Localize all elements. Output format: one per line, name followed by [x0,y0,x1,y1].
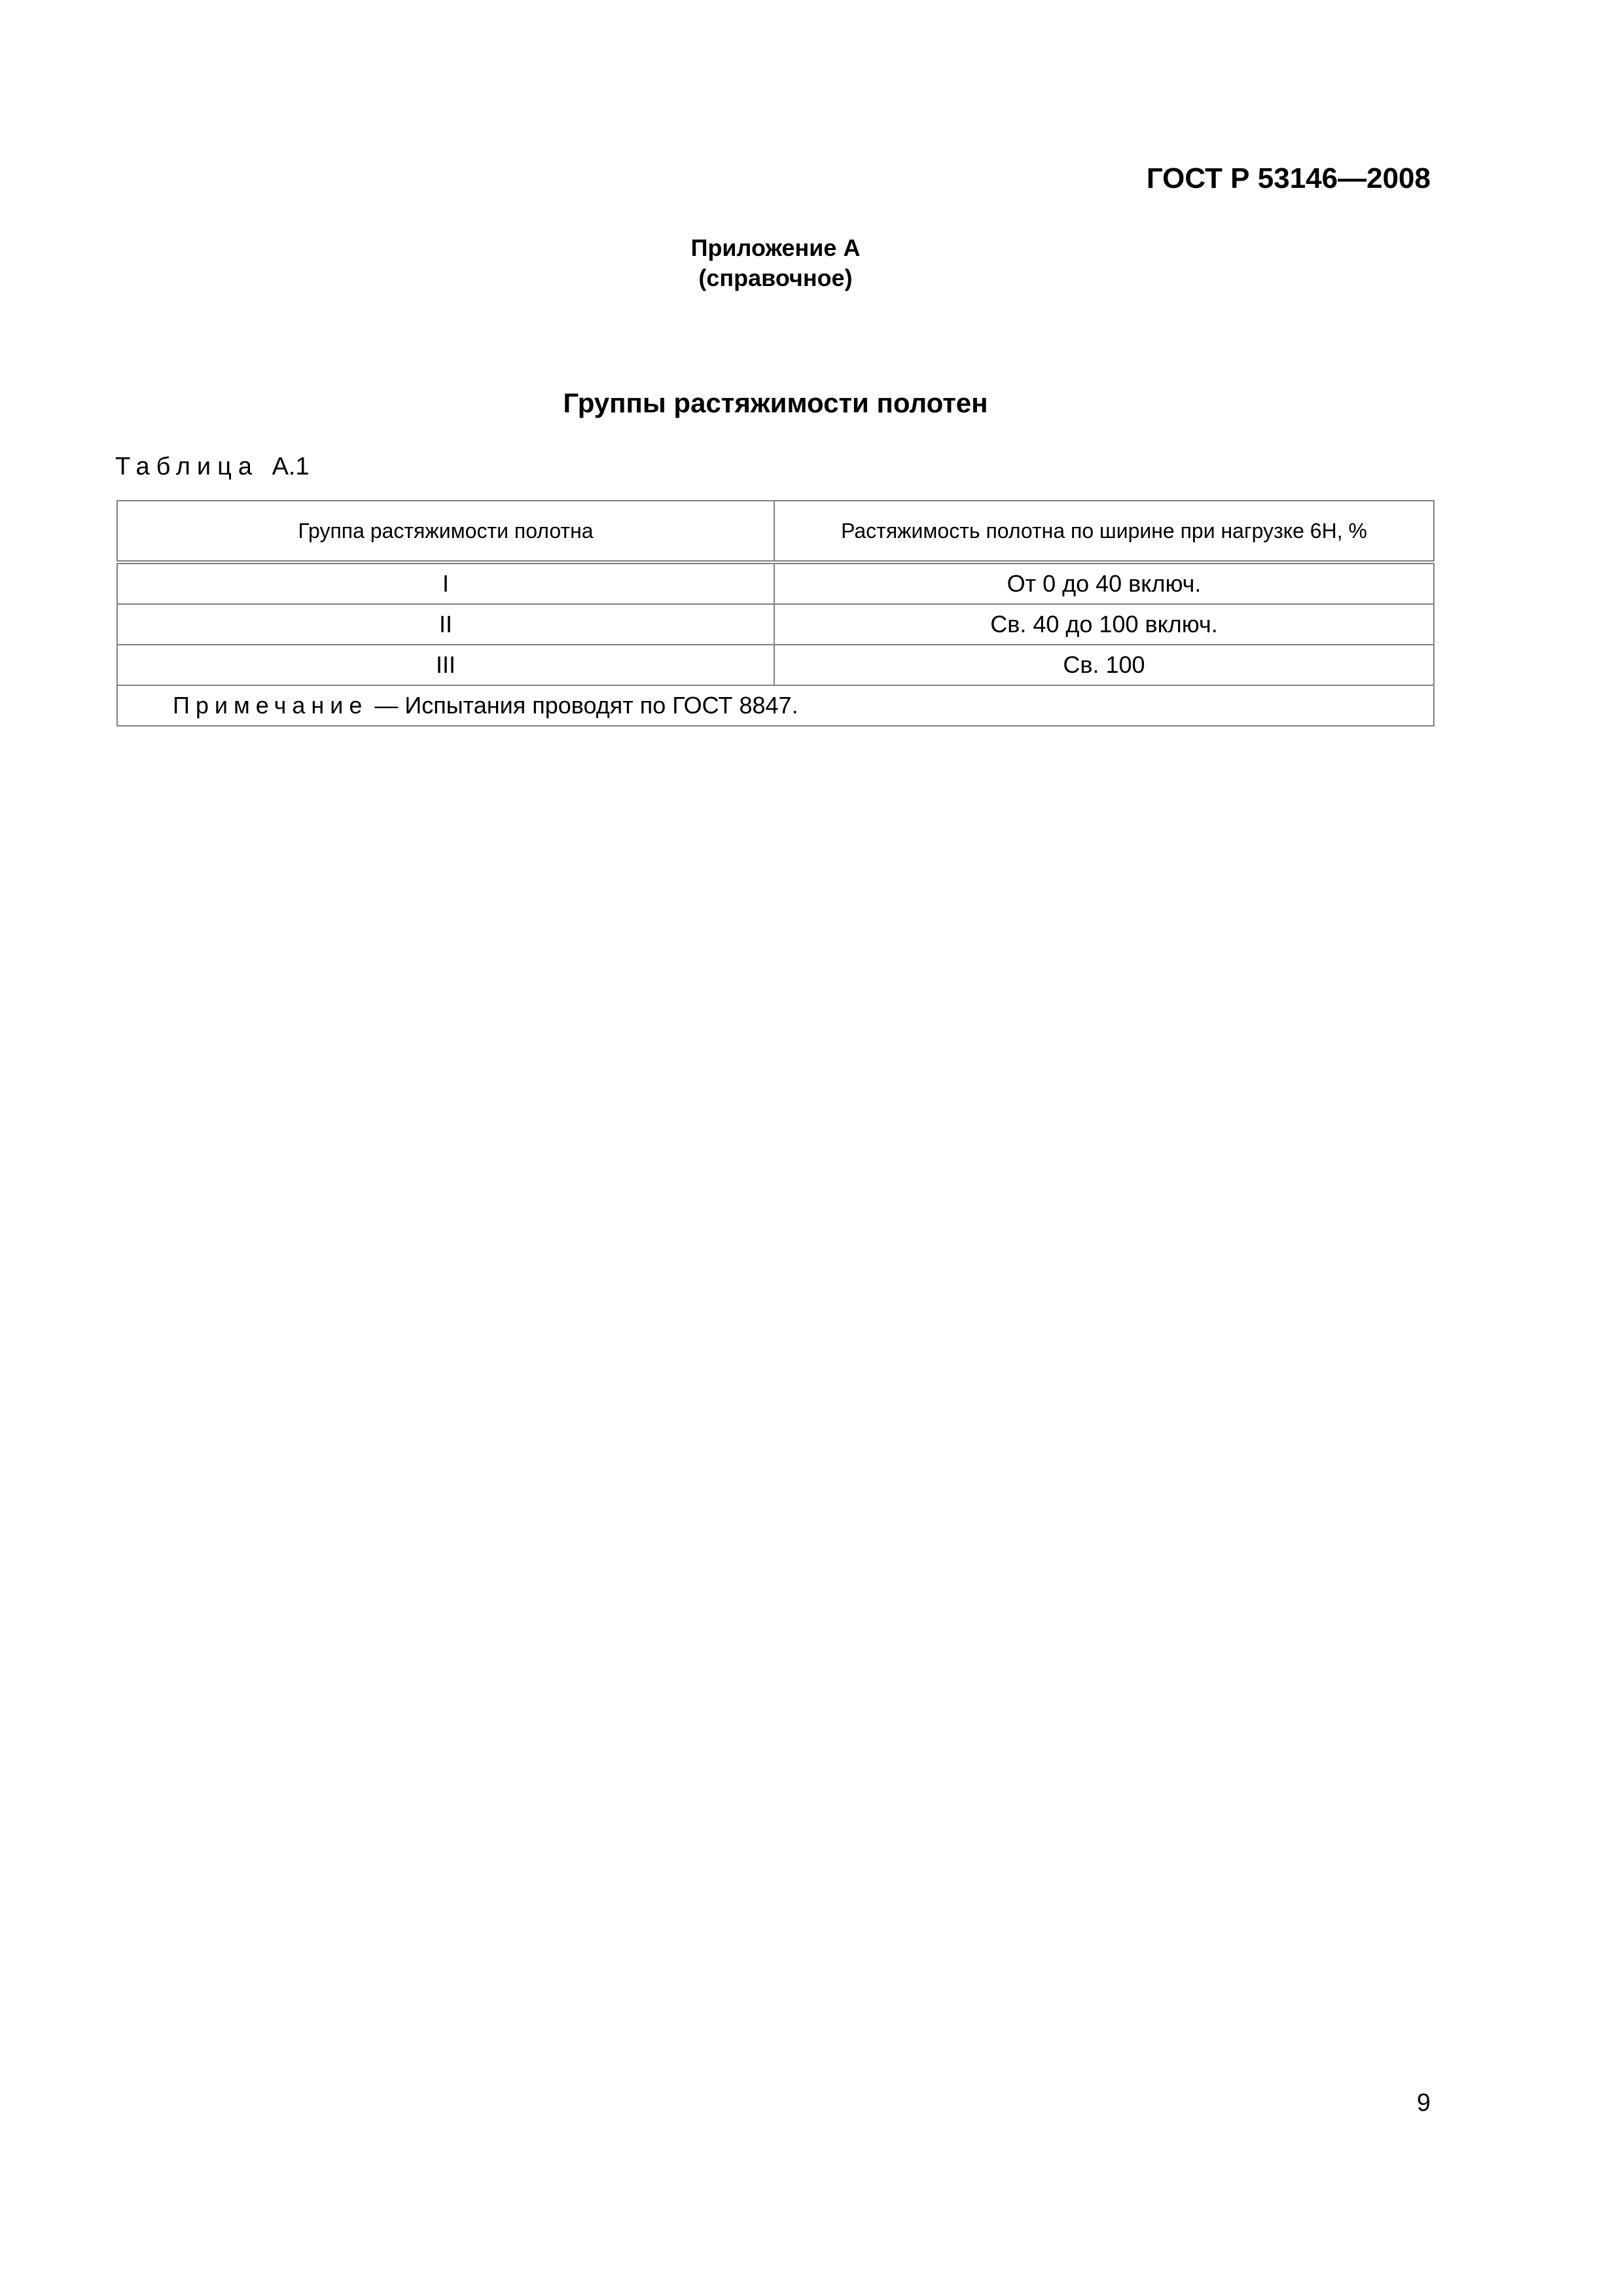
column-header-group: Группа растяжимости полотна [117,501,774,562]
section-title: Группы растяжимости полотен [563,387,988,418]
table-cell-stretch: Св. 40 до 100 включ. [774,604,1434,645]
table-caption-number: А.1 [272,453,310,480]
table-cell-stretch: От 0 до 40 включ. [774,562,1434,604]
table-cell-group: I [117,562,774,604]
table-row [117,645,1434,685]
table-header-row [117,501,1434,562]
page-number: 9 [1416,2089,1431,2117]
appendix-subtitle: (справочное) [698,264,853,291]
table-caption [115,453,310,481]
stretch-groups-table [116,500,1435,726]
table-note-row [117,685,1434,726]
appendix-title: Приложение А [690,234,861,261]
table-row [117,562,1434,604]
appendix-heading [0,233,1551,293]
table-cell-stretch: Св. 100 [774,645,1434,685]
table-cell-group: II [117,604,774,645]
table-row [117,604,1434,645]
table-note-text: — Испытания проводят по ГОСТ 8847. [368,692,798,719]
table-caption-word: Таблица [115,453,259,480]
table-note-label: Примечание [173,692,368,719]
table-cell-group: III [117,645,774,685]
table-note [117,685,1434,726]
column-header-stretch: Растяжимость полотна по ширине при нагрузке 6Н, % [774,501,1434,562]
document-code: ГОСТ Р 53146—2008 [1146,162,1431,194]
